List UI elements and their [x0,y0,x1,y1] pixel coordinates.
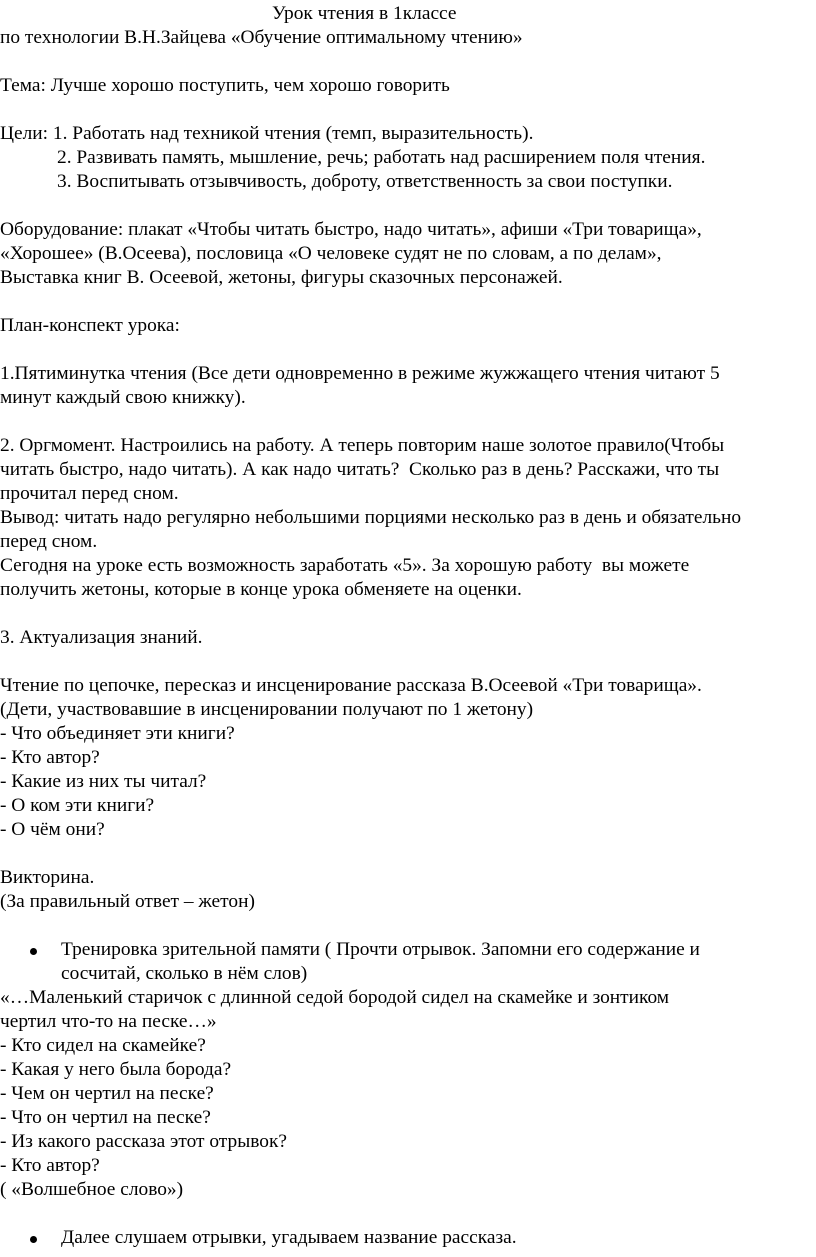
equipment-line-1: Оборудование: плакат «Чтобы читать быстро, надо читать», афиши «Три товарища», [0,219,702,240]
item2-line-3: прочитал перед сном. [0,483,179,504]
item1-line-2: минут каждый свою книжку). [0,387,246,408]
excerpt-line-1: «…Маленький старичок с длинной седой бородой сидел на скамейке и зонтиком [0,987,670,1008]
item3-heading: 3. Актуализация знаний. [0,627,203,648]
quiz-question-2: - Какая у него была борода? [0,1059,232,1080]
item3-line-1: Чтение по цепочке, пересказ и инсценирование рассказа В.Осеевой «Три товарища». [0,675,702,696]
item1-line-1: 1.Пятиминутка чтения (Все дети одновременно в режиме жужжащего чтения читают 5 [0,363,720,384]
item2-line-2: читать быстро, надо читать). А как надо читать? Сколько раз в день? Расскажи, что ты [0,459,720,480]
quiz-question-5: - Из какого рассказа этот отрывок? [0,1131,287,1152]
topic-line: Тема: Лучше хорошо поступить, чем хорошо говорить [0,75,450,96]
bullet-1-line-2: сосчитай, сколько в нём слов) [61,963,308,984]
item2-line-4: Вывод: читать надо регулярно небольшими порциями несколько раз в день и обязательно [0,507,742,528]
bullet-icon [30,948,37,955]
item3-question-5: - О чём они? [0,819,105,840]
item3-question-3: - Какие из них ты читал? [0,771,207,792]
lesson-subtitle: по технологии В.Н.Зайцева «Обучение оптимальному чтению» [0,27,523,48]
equipment-line-2: «Хорошее» (В.Осеева), пословица «О человеке судят не по словам, а по делам», [0,243,662,264]
quiz-answer: ( «Волшебное слово») [0,1179,184,1200]
lesson-title: Урок чтения в 1классе [272,3,457,24]
quiz-question-3: - Чем он чертил на песке? [0,1083,214,1104]
goal-1: Цели: 1. Работать над техникой чтения (темп, выразительность). [0,123,534,144]
quiz-question-6: - Кто автор? [0,1155,100,1176]
item2-line-6: Сегодня на уроке есть возможность заработать «5». За хорошую работу вы можете [0,555,690,576]
goal-2: 2. Развивать память, мышление, речь; работать над расширением поля чтения. [57,147,706,168]
quiz-question-4: - Что он чертил на песке? [0,1107,211,1128]
item3-question-2: - Кто автор? [0,747,100,768]
bullet-icon [30,1236,37,1243]
bullet-2-line-1: Далее слушаем отрывки, угадываем название рассказа. [61,1227,517,1248]
item2-line-7: получить жетоны, которые в конце урока обменяете на оценки. [0,579,522,600]
item3-line-2: (Дети, участвовавшие в инсценировании получают по 1 жетону) [0,699,534,720]
quiz-note: (За правильный ответ – жетон) [0,891,255,912]
equipment-line-3: Выставка книг В. Осеевой, жетоны, фигуры сказочных персонажей. [0,267,563,288]
bullet-1-line-1: Тренировка зрительной памяти ( Прочти отрывок. Запомни его содержание и [61,939,700,960]
quiz-question-1: - Кто сидел на скамейке? [0,1035,206,1056]
excerpt-line-2: чертил что-то на песке…» [0,1011,217,1032]
item2-line-1: 2. Оргмомент. Настроились на работу. А теперь повторим наше золотое правило(Чтобы [0,435,725,456]
item2-line-5: перед сном. [0,531,98,552]
goal-3: 3. Воспитывать отзывчивость, доброту, ответственность за свои поступки. [57,171,673,192]
quiz-heading: Викторина. [0,867,95,888]
item3-question-4: - О ком эти книги? [0,795,155,816]
item3-question-1: - Что объединяет эти книги? [0,723,235,744]
plan-heading: План-конспект урока: [0,315,180,336]
